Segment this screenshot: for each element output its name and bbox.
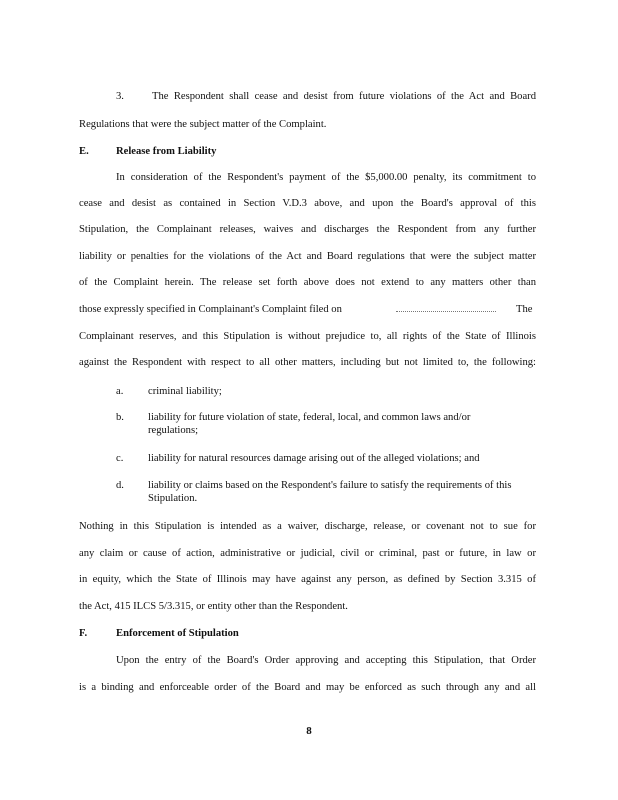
- section-e-filed-text: those expressly specified in Complainant's Complaint filed on: [79, 304, 342, 315]
- closing-line-2: any claim or cause of action, administrative or judicial, civil or criminal, past or future, in law or: [79, 548, 536, 559]
- closing-line-4: the Act, 415 ILCS 5/3.315, or entity other than the Respondent.: [79, 601, 348, 612]
- section-e-line-1: In consideration of the Respondent's payment of the $5,000.00 penalty, its commitment to: [116, 172, 536, 183]
- section-e-line-7: Complainant reserves, and this Stipulation is without prejudice to, all rights of the State of Illinois: [79, 331, 536, 342]
- section-e-line-2: cease and desist as contained in Section V.D.3 above, and upon the Board's approval of this: [79, 198, 536, 209]
- item-d-marker: d.: [116, 480, 124, 491]
- item-c-marker: c.: [116, 453, 124, 464]
- section-e-line-3: Stipulation, the Complainant releases, waives and discharges the Respondent from any further: [79, 224, 536, 235]
- item-3-line-1: The Respondent shall cease and desist from future violations of the Act and Board: [152, 91, 536, 102]
- section-e-line-5: of the Complaint herein. The release set forth above does not extend to any matters other than: [79, 277, 536, 288]
- item-a-text: criminal liability;: [148, 386, 222, 397]
- filed-date-blank-line: [396, 303, 496, 312]
- page-number: 8: [306, 725, 312, 737]
- section-f-heading: Enforcement of Stipulation: [116, 628, 239, 639]
- section-e-line-4: liability or penalties for the violations of the Act and Board regulations that were the subject matter: [79, 251, 536, 262]
- item-3-line-2: Regulations that were the subject matter of the Complaint.: [79, 119, 327, 130]
- filed-date-blank: [396, 303, 496, 316]
- item-c-text: liability for natural resources damage arising out of the alleged violations; and: [148, 453, 480, 464]
- item-b-marker: b.: [116, 412, 124, 423]
- item-b-text: liability for future violation of state, federal, local, and common laws and/or regulations;: [148, 412, 471, 436]
- section-e-filed-end: The: [516, 304, 533, 315]
- section-f-line-1: Upon the entry of the Board's Order approving and accepting this Stipulation, that Order: [116, 655, 536, 666]
- closing-line-1: Nothing in this Stipulation is intended as a waiver, discharge, release, or covenant not to sue for: [79, 521, 536, 532]
- section-e-letter: E.: [79, 146, 89, 157]
- item-a-marker: a.: [116, 386, 124, 397]
- item-d-text: liability or claims based on the Respondent's failure to satisfy the requirements of this Stipulation.: [148, 480, 512, 504]
- section-f-letter: F.: [79, 628, 88, 639]
- section-e-heading: Release from Liability: [116, 146, 217, 157]
- section-e-line-8: against the Respondent with respect to all other matters, including but not limited to, the following:: [79, 357, 536, 368]
- item-3-number: 3.: [116, 91, 124, 102]
- section-f-line-2: is a binding and enforceable order of the Board and may be enforced as such through any and all: [79, 682, 536, 693]
- closing-line-3: in equity, which the State of Illinois may have against any person, as defined by Section 3.315 of: [79, 574, 536, 585]
